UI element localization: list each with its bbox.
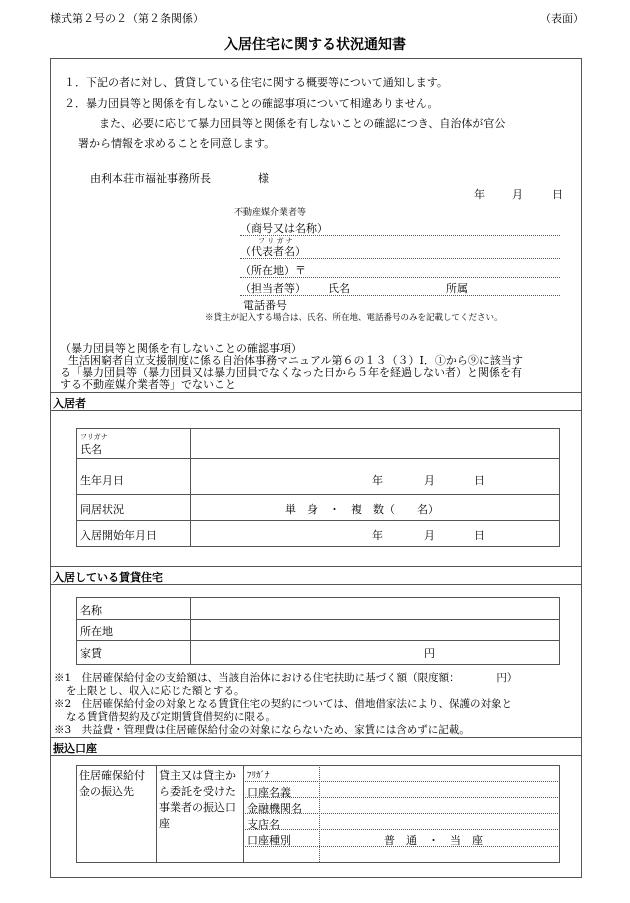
housing-section-top-rule (50, 566, 581, 567)
housing-name-label: 名称 (80, 604, 102, 617)
agent-rep-name-line[interactable] (240, 258, 560, 259)
bank-payee-label: 住居確保給付金の振込先 (79, 769, 145, 798)
bank-account-owner-label: 貸主又は貸主から委託を受けた事業者の振込口座 (159, 769, 236, 830)
intro-line-3a: また、必要に応じて暴力団員等と関係を有しないことの確認につき、自治体が官公 (99, 117, 506, 130)
start-day-label: 日 (474, 529, 485, 542)
housing-section-heading-rule (50, 584, 581, 585)
page-side-label: （表面） (540, 12, 584, 25)
document-title: 入居住宅に関する状況通知書 (224, 37, 406, 53)
bank-branch-label: 支店名 (247, 818, 280, 831)
agent-trade-name-label: （商号又は名称） (240, 222, 328, 235)
resident-section-top-rule (50, 392, 581, 393)
bank-section-top-rule (50, 737, 581, 738)
resident-cohab-label: 同居状況 (80, 503, 124, 516)
birth-year-label: 年 (372, 474, 383, 487)
housing-section-heading: 入居している賃貸住宅 (53, 571, 163, 584)
bank-furigana-label: ﾌﾘｶﾞﾅ (247, 771, 270, 781)
confirm-line-1: 生活困窮者自立支援制度に係る自治体事務マニュアル第６の１３（３）Ⅰ．①から⑨に該当す (68, 354, 523, 367)
resident-section-heading: 入居者 (53, 397, 86, 410)
housing-row-rule (76, 640, 559, 641)
housing-rent-label: 家賃 (80, 647, 102, 660)
housing-rent-yen: 円 (424, 647, 435, 660)
note-2b: なる賃貸借契約及び定期賃貸借契約に限る。 (66, 711, 276, 723)
housing-address-label: 所在地 (80, 625, 113, 638)
note-1a: ※1 住居確保給付金の支給額は、当該自治体における住宅扶助に基づく額（限度額： 円） (54, 672, 518, 684)
start-month-label: 月 (424, 529, 435, 542)
housing-table-divider (190, 597, 191, 664)
resident-furigana-label: フリガナ (80, 433, 108, 441)
confirm-heading: （暴力団員等と関係を有しないことの確認事項） (60, 342, 302, 355)
resident-cohab-value: 単 身 ・ 複 数（ 名） (285, 503, 439, 516)
note-3: ※3 共益費・管理費は住居確保給付金の対象にならないため、家賃には含めずに記載。 (54, 724, 470, 736)
resident-row-rule (76, 458, 559, 459)
confirm-line-3: する不動産媒介業者等」でないこと (60, 378, 236, 391)
date-month-label: 月 (512, 188, 523, 201)
bank-institution-label: 金融機関名 (247, 802, 302, 815)
bank-holder-label: 口座名義 (247, 786, 291, 799)
agent-address-line[interactable] (240, 277, 560, 278)
bank-type-value: 普 通 ・ 当 座 (384, 834, 483, 847)
bank-section-heading-rule (50, 755, 581, 756)
resident-row-rule (76, 520, 559, 521)
addressee: 由利本荘市福祉事務所長 (90, 172, 211, 185)
agent-note: ※貸主が記入する場合は、氏名、所在地、電話番号のみを記載してください。 (205, 313, 503, 323)
agent-phone-label: 電話番号 (243, 299, 287, 312)
date-year-label: 年 (474, 188, 485, 201)
agent-rep-name-label: （代表者名） (240, 245, 306, 258)
addressee-honorific: 様 (258, 172, 269, 185)
note-2a: ※2 住居確保給付金の対象となる賃貸住宅の契約については、借地借家法により、保護の対象と (54, 698, 512, 710)
form-number: 様式第２号の２（第２条関係） (50, 12, 204, 25)
bank-type-label: 口座種別 (247, 834, 291, 847)
agent-dept-label: 所属 (446, 282, 468, 295)
resident-table-divider (190, 428, 191, 546)
housing-row-rule (76, 619, 559, 620)
bank-row-rule (243, 781, 558, 782)
agent-person-line[interactable] (240, 295, 560, 296)
bank-section-heading: 振込口座 (53, 742, 97, 755)
bank-table-divider (156, 765, 157, 862)
intro-line-2: ２．暴力団員等と関係を有しないことの確認事項について相違ありません。 (64, 97, 439, 110)
note-1b: を上限とし、収入に応じた額とする。 (66, 685, 245, 697)
housing-table (76, 597, 560, 665)
resident-row-rule (76, 494, 559, 495)
agent-address-label: （所在地）〒 (240, 264, 306, 277)
intro-line-3b: 署から情報を求めることを同意します。 (78, 137, 276, 150)
agent-heading: 不動産媒介業者等 (234, 208, 307, 218)
resident-start-label: 入居開始年月日 (80, 529, 157, 542)
confirm-line-2: る「暴力団員等（暴力団員又は暴力団員でなくなった日から５年を経過しない者）と関係を有 (60, 366, 522, 379)
intro-line-1: １．下記の者に対し、賃貸している住宅に関する概要等について通知します。 (64, 76, 448, 89)
resident-birth-label: 生年月日 (80, 474, 124, 487)
agent-person-name-label: 氏名 (328, 282, 350, 295)
agent-furigana-label: フ リ ガ ナ (258, 237, 293, 245)
date-day-label: 日 (552, 188, 563, 201)
agent-person-label: （担当者等） (240, 282, 306, 295)
bank-row-rule (243, 829, 558, 830)
birth-day-label: 日 (474, 474, 485, 487)
start-year-label: 年 (372, 529, 383, 542)
resident-name-label: 氏名 (80, 443, 102, 456)
resident-section-heading-rule (50, 410, 581, 411)
birth-month-label: 月 (424, 474, 435, 487)
